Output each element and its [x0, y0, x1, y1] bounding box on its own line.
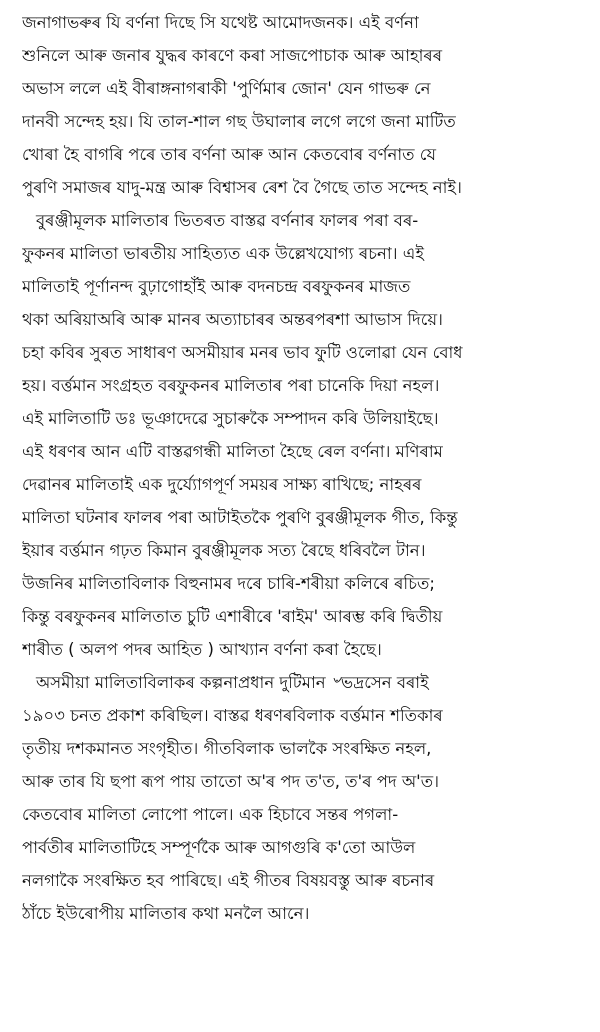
- paragraph: [22, 6, 586, 204]
- text-line: শাৰীত ( অলপ পদৰ আহিত ) আখ্যান বৰ্ণনা কৰা হৈছে।: [22, 640, 382, 659]
- text-line: দেৱানৰ মালিতাই এক দুৰ্য্যোগপূৰ্ণ সময়ৰ সাক্ষ্য ৰাখিছে; নাহৰৰ: [22, 475, 422, 494]
- text-line: বুৰঞ্জীমূলক মালিতাৰ ভিতৰত বাস্তৱ বৰ্ণনাৰ ফালৰ পৰা বৰ-: [36, 211, 419, 230]
- text-line: উজনিৰ মালিতাবিলাক বিহুনামৰ দৰে চাৰি-শৰীয়া কলিৰে ৰচিত;: [22, 574, 435, 593]
- text-line: নলগাকৈ সংৰক্ষিত হব পাৰিছে। এই গীতৰ বিষয়বস্তু আৰু ৰচনাৰ: [22, 871, 435, 890]
- text-line: তৃতীয় দশকমানত সংগৃহীত। গীতবিলাক ভালকৈ সংৰক্ষিত নহল,: [22, 739, 432, 758]
- text-line: আৰু তাৰ যি ছপা ৰূপ পায় তাতো অ'ৰ পদ ত'ত, ত'ৰ পদ অ'ত।: [22, 772, 439, 791]
- text-line: মালিতাই পূৰ্ণানন্দ বুঢ়াগোহাঁই আৰু বদনচন্দ্ৰ বৰফুকনৰ মাজত: [22, 277, 411, 296]
- text-line: ঠাঁচে ইউৰোপীয় মালিতাৰ কথা মনলৈ আনে।: [22, 904, 310, 923]
- text-line: এই ধৰণৰ আন এটি বাস্তৱগন্ধী মালিতা হৈছে ৰেল বৰ্ণনা। মণিৰাম: [22, 442, 443, 461]
- text-line: ইয়াৰ বৰ্ত্তমান গঢ়ত কিমান বুৰঞ্জীমূলক সত্য ৰৈছে ধৰিবলৈ টান।: [22, 541, 426, 560]
- text-line: ফুকনৰ মালিতা ভাৰতীয় সাহিত্যত এক উল্লেখযোগ্য ৰচনা। এই: [22, 244, 424, 263]
- paragraph: [22, 666, 586, 930]
- text-line: অসমীয়া মালিতাবিলাকৰ কল্পনাপ্ৰধান দুটিমান ৺ভদ্ৰসেন বৰাই: [36, 673, 429, 692]
- text-line: এই মালিতাটি ডঃ ভূঞাদেৱে সুচাৰুকৈ সম্পাদন কৰি উলিয়াইছে।: [22, 409, 439, 428]
- text-line: মালিতা ঘটনাৰ ফালৰ পৰা আটাইতকৈ পুৰণি বুৰঞ্জীমূলক গীত, কিন্তু: [22, 508, 458, 527]
- text-line: কিন্তু বৰফুকনৰ মালিতাত চুটি এশাৰীৰে 'ৰাইম' আৰম্ভ কৰি দ্বিতীয়: [22, 607, 443, 626]
- text-line: পাৰ্বতীৰ মালিতাটিহে সম্পূৰ্ণকৈ আৰু আগগুৰি ক'তো আউল: [22, 838, 416, 857]
- text-line: অভাস ললে এই বীৰাঙ্গনাগৰাকী 'পুৰ্ণিমাৰ জোন' যেন গাভৰু নে: [22, 79, 431, 98]
- text-line: জনাগাভৰুৰ যি বৰ্ণনা দিছে সি যথেষ্ট আমোদজনক। এই বৰ্ণনা: [22, 13, 419, 32]
- text-line: হয়। বৰ্ত্তমান সংগ্ৰহত বৰফুকনৰ মালিতাৰ পৰা চানেকি দিয়া নহল।: [22, 376, 440, 395]
- text-line: শুনিলে আৰু জনাৰ যুদ্ধৰ কাৰণে কৰা সাজপোচাক আৰু আহাৰৰ: [22, 46, 443, 65]
- text-line: থকা অৰিয়াঅৰি আৰু মানৰ অত্যাচাৰৰ অন্তৰপৰশা আভাস দিয়ে।: [22, 310, 443, 329]
- text-line: পুৰণি সমাজৰ যাদু-মন্ত্ৰ আৰু বিশ্বাসৰ ৰেশ বৈ গৈছে তাত সন্দেহ নাই।: [22, 178, 462, 197]
- text-line: কেতবোৰ মালিতা লোপো পালে। এক হিচাবে সন্তৰ পগলা-: [22, 805, 399, 824]
- paragraph: [22, 204, 586, 666]
- text-line: ১৯০৩ চনত প্ৰকাশ কৰিছিল। বাস্তৱ ধৰণৰবিলাক বৰ্ত্তমান শতিকাৰ: [22, 706, 443, 725]
- text-line: খোৰা হৈ বাগৰি পৰে তাৰ বৰ্ণনা আৰু আন কেতবোৰ বৰ্ণনাত যে: [22, 145, 436, 164]
- text-line: চহা কবিৰ সুৰত সাধাৰণ অসমীয়াৰ মনৰ ভাব ফুটি ওলোৱা যেন বোধ: [22, 343, 463, 362]
- text-line: দানবী সন্দেহ হয়। যি তাল-শাল গছ উঘালাৰ লগে লগে জনা মাটিত: [22, 112, 456, 131]
